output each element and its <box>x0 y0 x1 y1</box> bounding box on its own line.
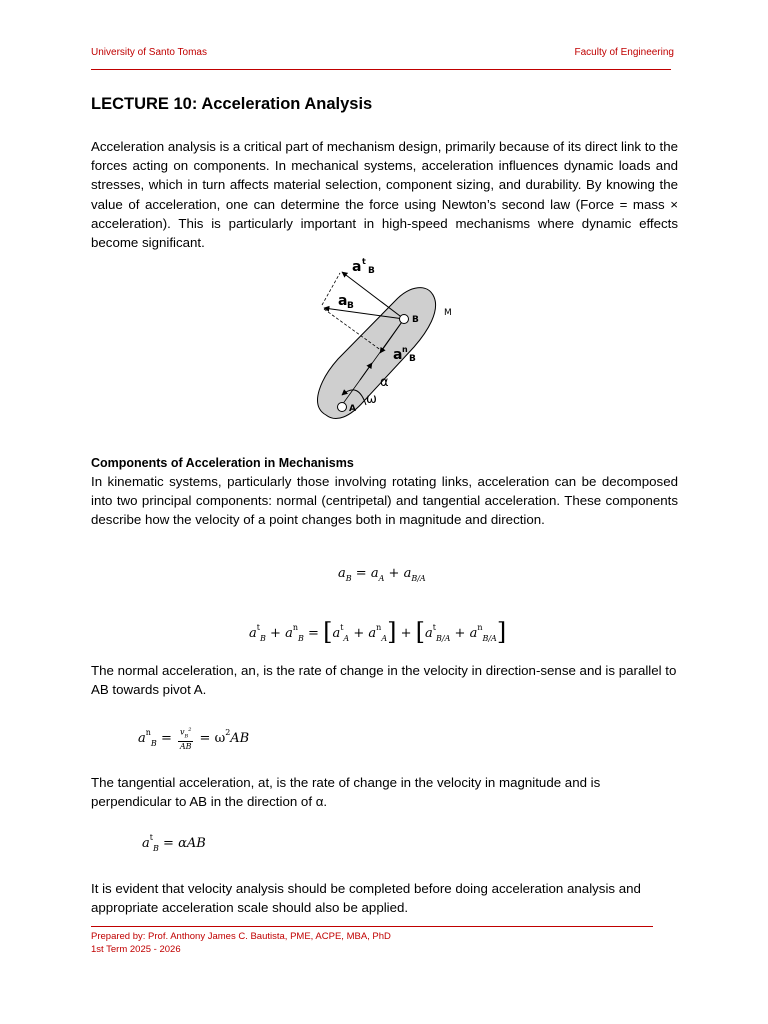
pivot-B <box>400 315 409 324</box>
closing-text: It is evident that velocity analysis should be completed before doing acceleration analysis and appropriate acceleration scale should also be applied. <box>91 881 641 916</box>
header-left: University of Santo Tomas <box>91 47 207 58</box>
intro-paragraph: Acceleration analysis is a critical part of mechanism design, primarily because of its direct link to the forces acting on components. In mechanical systems, acceleration influences dynamic loads and stresses, which in turn affects material selection, component sizing, and durability. By knowing the value of acceleration, one can determine the force using Newton’s second law (Force = mass × acceleration). This is particularly important in high-speed mechanisms where dynamic effects become significant. <box>91 139 678 251</box>
header-rule <box>91 69 671 70</box>
footer-author: Prepared by: Prof. Anthony James C. Bautista, PME, ACPE, MBA, PhD <box>91 931 391 942</box>
normal-acceleration-text: The normal acceleration, an, is the rate of change in the velocity in direction-sense and is parallel to AB towards pivot A. <box>91 663 677 698</box>
label-anB-B: B <box>409 354 416 364</box>
tangential-acceleration-text: The tangential acceleration, at, is the rate of change in the velocity in magnitude and is perpendicular to AB in the direction of α. <box>91 775 601 810</box>
footer-rule <box>91 926 653 927</box>
page-title: LECTURE 10: Acceleration Analysis <box>91 95 373 113</box>
footer-term: 1st Term 2025 - 2026 <box>91 944 181 955</box>
label-atB-B: B <box>368 266 375 276</box>
section-heading: Components of Acceleration in Mechanisms <box>91 456 354 470</box>
section-body: In kinematic systems, particularly those involving rotating links, acceleration can be decomposed into two principal components: normal (centripetal) and tangential acceleration. These components describe how the velocity of a point changes both in magnitude and direction. <box>91 474 678 528</box>
label-anB-n: n <box>402 345 408 354</box>
header-right: Faculty of Engineering <box>574 47 674 58</box>
label-atB-t: t <box>362 257 366 266</box>
equation-1: $a_B = a_A + a_{B/A}$ <box>338 566 426 583</box>
label-M: M <box>444 308 452 318</box>
equation-4: $a^t_B = \alpha AB$ <box>142 833 206 853</box>
label-anB-a: a <box>393 347 403 363</box>
label-atB-a: a <box>352 259 362 275</box>
label-A: A <box>349 404 356 414</box>
label-aB-B: B <box>347 301 354 311</box>
pivot-A <box>338 403 347 412</box>
label-aB-a: a <box>338 293 348 309</box>
label-omega: ω <box>366 392 377 407</box>
equation-2: $a^t_B + a^n_B = [a^t_A + a^n_A] + [a^t_{B/A} + a^n_{B/A}]$ <box>249 618 507 646</box>
equation-3: $a^n_B$ = $\frac{v_B^2}{AB}$ = $\omega^2AB$ <box>138 727 250 752</box>
acceleration-diagram <box>300 255 470 430</box>
label-alpha: α <box>380 375 389 390</box>
label-B: B <box>412 315 419 325</box>
